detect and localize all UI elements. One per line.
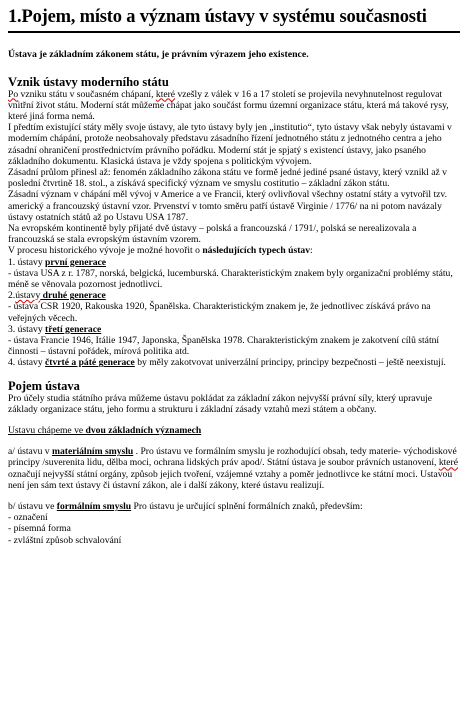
generation-3-heading: 3. ústavy třetí generace [8, 323, 102, 335]
spellcheck-word: ústavy [15, 290, 41, 302]
page-title: 1.Pojem, místo a význam ústavy v systému současnosti [8, 7, 427, 27]
title-rule [8, 31, 460, 33]
spellcheck-word: Po [8, 88, 19, 100]
generation-3-text: - ústava Francie 1946, Itálie 1947, Japonska, Španělska 1978. Charakteristickým znakem je zakotvení cílů státní činnosti – ústavní pořádek, mírová politika atd. [8, 334, 440, 358]
paragraph-origin-5: Na evropském kontinentě byly přijaté dvě ústavy – polská a francouzská / 1791/, polská se nerealizovala a francouzská se stala evropským ústavním vzorem. [8, 222, 417, 246]
spellcheck-word: které [155, 88, 176, 100]
list-item: - písemná forma [8, 523, 71, 535]
paragraph-origin-4: Zásadní význam v chápání měl vývoj v Americe a ve Francii, který ovlivňoval všechny ostatní státy a vytvořil tzv. americký a francouzský ústavní vzor. Prvenství v tomto směru patří ústavě Virginie / 1776/ na ni potom navázaly ústavy ostatních států až po Ustavu USA 1787. [8, 189, 447, 223]
generation-2-heading: 2.ústavy druhé generace [8, 290, 106, 302]
list-item: - zvláštní způsob schvalování [8, 534, 122, 546]
meanings-intro: Ustavu chápeme ve dvou základních významech [8, 424, 202, 436]
section-heading-origin: Vznik ústavy moderního státu [8, 74, 169, 89]
lead-statement: Ústava je základním zákonem státu, je právním výrazem jeho existence. [8, 48, 309, 60]
generation-1-text: - ústava USA z r. 1787, norská, belgická, lucemburská. Charakteristickým znakem byly organizační problémy státu, méně se věnovala pozornost jednotlivci. [8, 267, 453, 290]
generation-4-text: 4. ústavy čtvrté a páté generace by měly zakotvovat univerzální principy, principy bezpečnosti – ještě neexistují. [8, 357, 446, 369]
generation-2-text: - ústava CSR 1920, Rakouska 1920, Španělska. Charakteristickým znakem je, že jednotlivec získává právo na veřejných věcech. [8, 301, 431, 324]
list-item: - označení [8, 512, 48, 524]
paragraph-concept-1: Pro účely studia státního práva můžeme ústavu pokládat za základní zákon nejvyšší právní síly, který upravuje základy organizace státu, jeho formu a strukturu i základní zásady vztahů mezi státem a občany. [8, 392, 433, 415]
paragraph-origin-3: Zásadní průlom přinesl až: fenomén základního zákona státu ve formě jedné jediné psané ústavy, který vznikl až v poslední čtvrtině 18. stol., a získává specifický význam ve smyslu costitutio – základní zákon státu. [8, 166, 447, 190]
formal-meaning-paragraph: b/ ústavu ve formálním smyslu Pro ústavu je určující splnění formálních znaků, především: [8, 501, 363, 512]
paragraph-origin-2: I předtím existující státy měly svoje ústavy, ale tyto ústavy byly jen „institutio“, tyto ústavy však nebyly ústavami v moderním chápání, protože neobsahovaly představu zásadního řízení jednotného státu z jednotného centra a jeho zásadní ohraničení prostřednictvím právního pořádku. Moderní stát je spjatý s existencí ústavy, jako psaného základního dokumentu. Klasická ústava je vždy spojena s politickým vývojem. [8, 122, 452, 167]
material-meaning-paragraph: a/ ústavu v materiálním smyslu . Pro ústavu ve formálním smyslu je rozhodující obsah, tedy materie- východiskové principy /suverenita lidu, dělba moci, ochrana lidských práv apod/. Státní ústava je soubor právních ustanovení, které označují nejvyšší státní orgány, způsob jejich tvoření, vzájemné vztahy a poměr jednotlivce ke státní moci. Ustavou není jen sám text ústavy či ústavní zákon, ale i další zákony, které ústavu realizují. [8, 446, 458, 491]
spellcheck-word: které [438, 457, 458, 469]
paragraph-types-intro: V procesu historického vývoje je možné hovořit o následujících typech ústav: [8, 245, 313, 257]
section-heading-concept: Pojem ústava [8, 378, 80, 393]
paragraph-origin-1: Po vzniku státu v současném chápaní, které vzešly z válek v 16 a 17 století se projevila nevyhnutelnost regulovat vnitřní život státu. Moderní stát můžeme chápat jako součást formu územní organizace státu, která má takové rysy, které jiná forma nemá. [8, 88, 449, 122]
generation-1-heading: 1. ústavy první generace [8, 256, 107, 268]
